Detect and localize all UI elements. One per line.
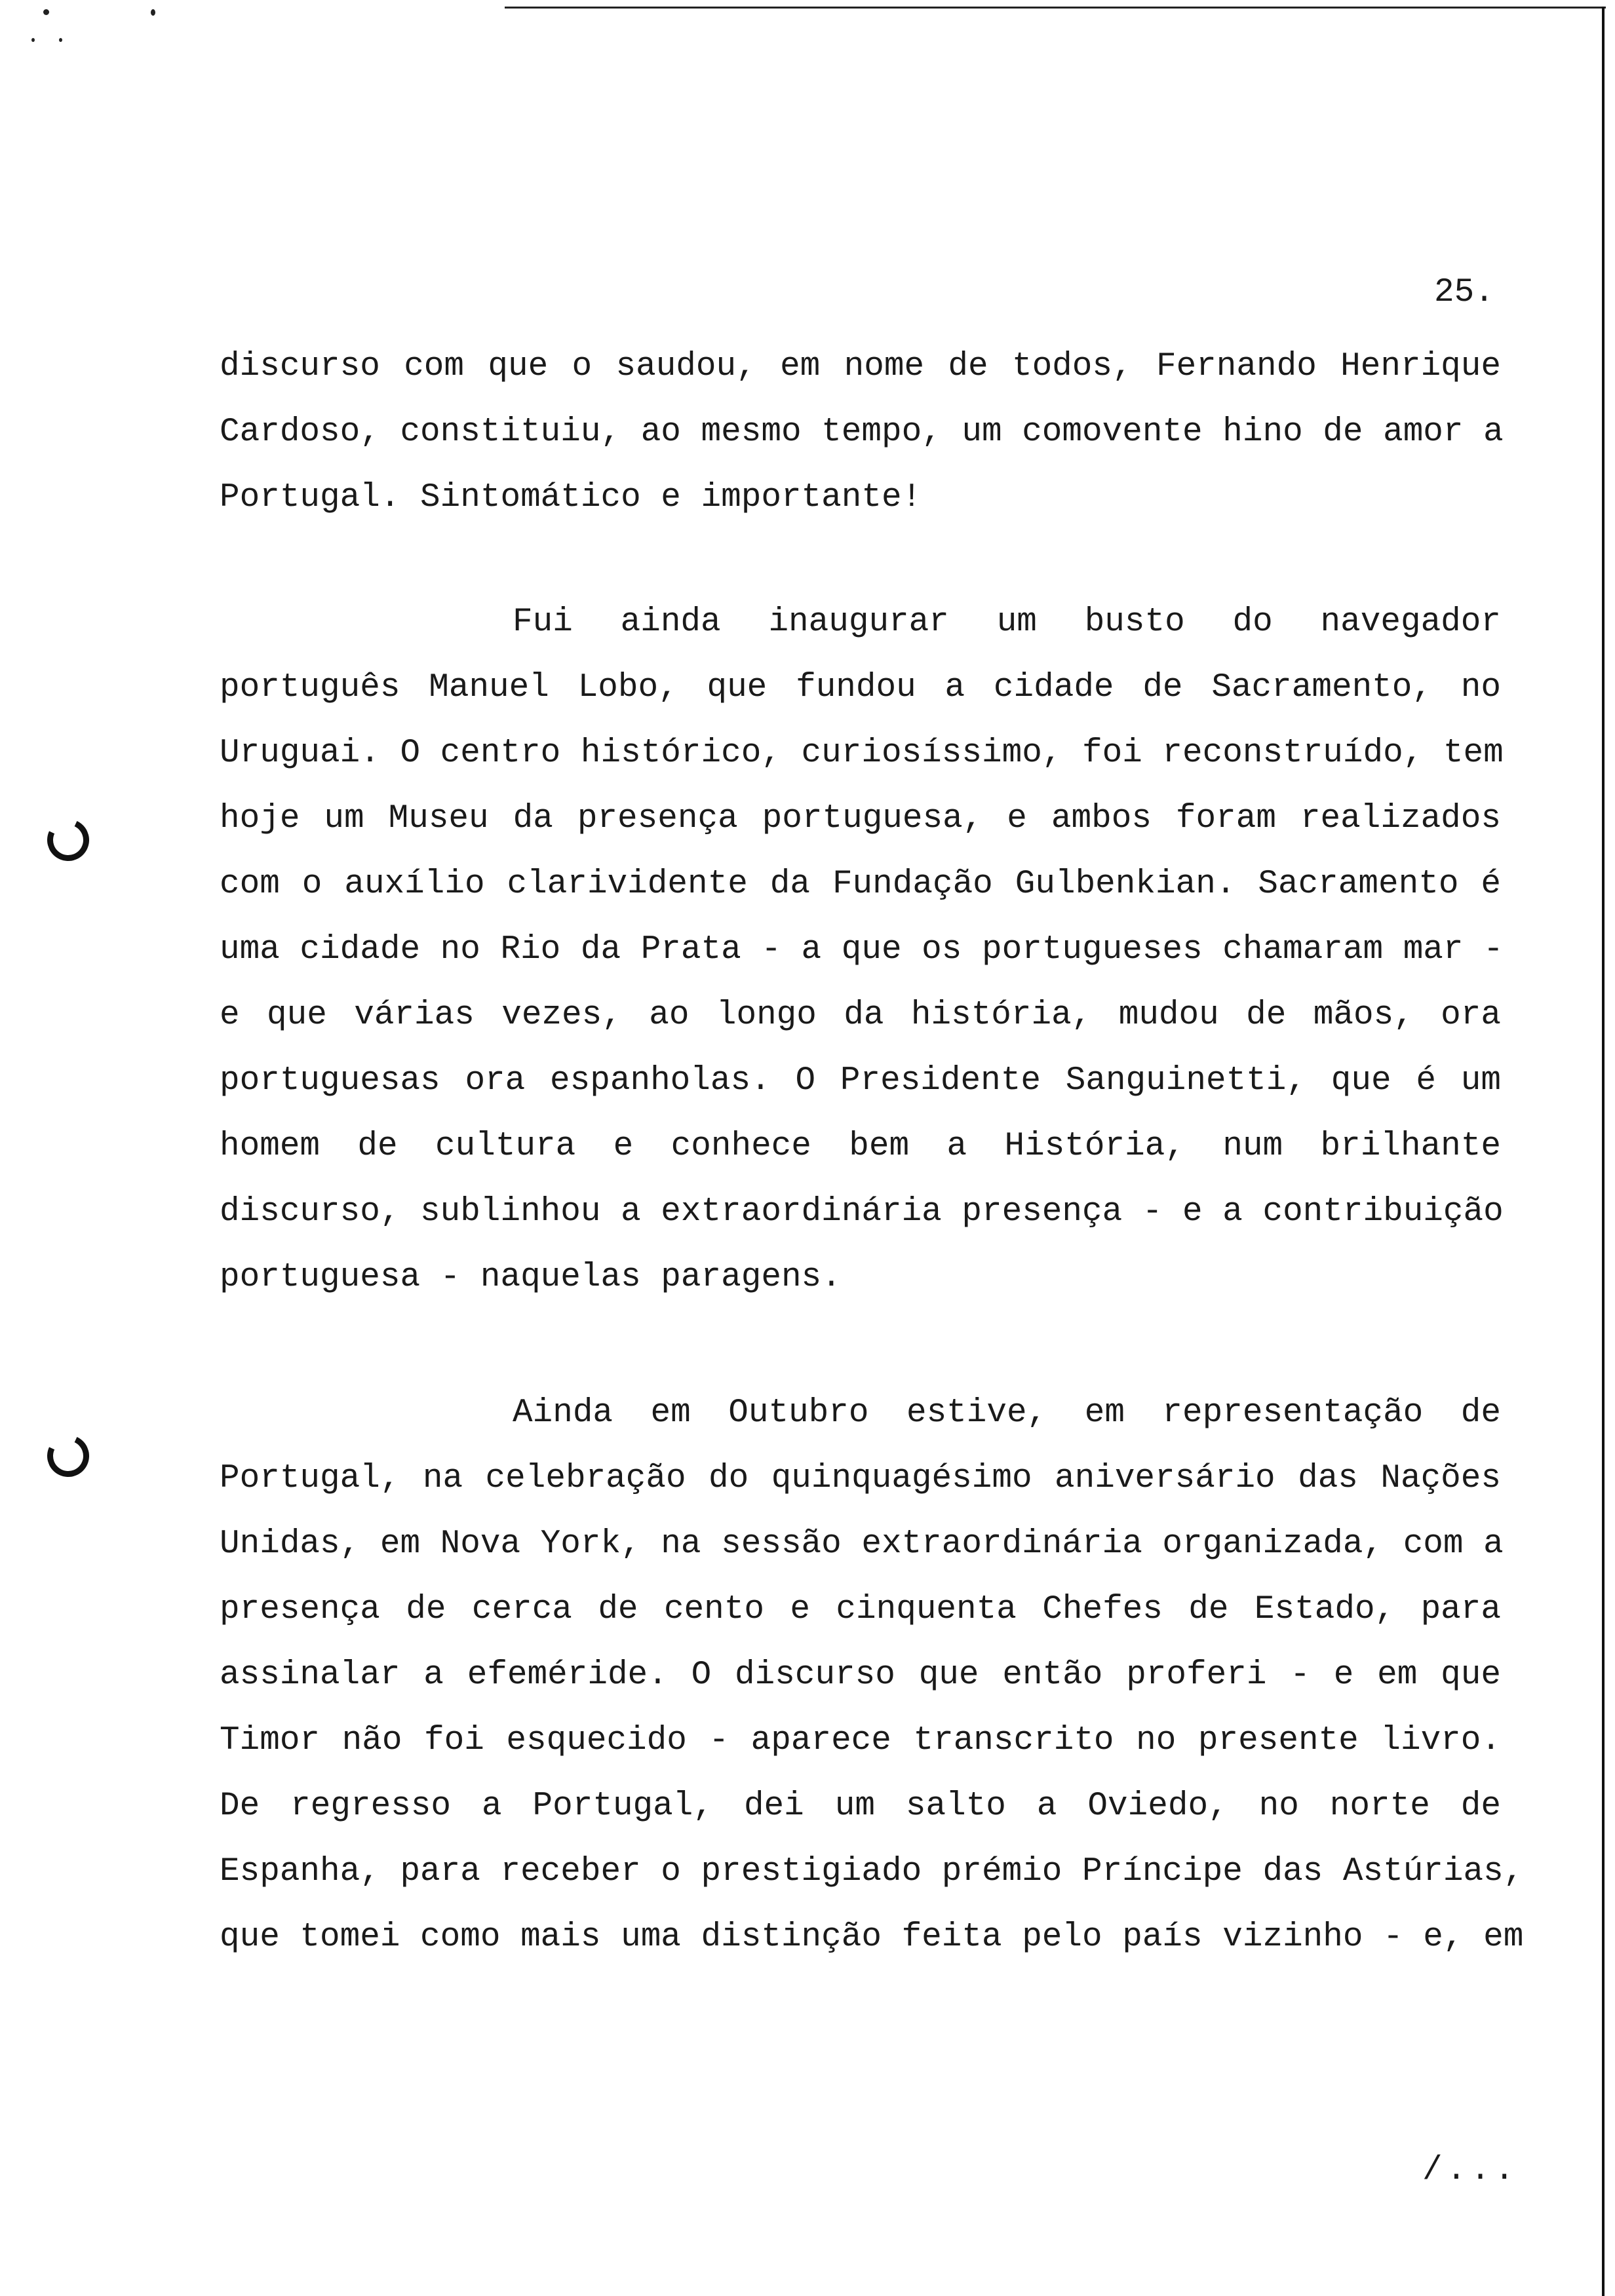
text-line: Cardoso, constituiu, ao mesmo tempo, um comovente hino de amor a [220, 413, 1504, 451]
text-line: discurso, sublinhou a extraordinária presença - e a contribuição [220, 1193, 1504, 1231]
text-line: que tomei como mais uma distinção feita pelo país vizinho - e, em [220, 1919, 1524, 1956]
text-line: portuguesas ora espanholas. O Presidente Sanguinetti, que é um [220, 1062, 1501, 1100]
text-line: Fui ainda inaugurar um busto do navegador [513, 603, 1501, 641]
continuation-mark: /... [1422, 2152, 1519, 2189]
text-line: discurso com que o saudou, em nome de todos, Fernando Henrique [220, 348, 1501, 385]
punch-hole-mark [41, 1429, 95, 1483]
page-number: 25. [1434, 274, 1494, 311]
text-line: De regresso a Portugal, dei um salto a Oviedo, no norte de [220, 1788, 1501, 1825]
text-line: presença de cerca de cento e cinquenta Chefes de Estado, para [220, 1591, 1501, 1628]
text-line: Ainda em Outubro estive, em representação de [513, 1394, 1501, 1432]
text-line: e que várias vezes, ao longo da história, mudou de mãos, ora [220, 997, 1501, 1034]
text-line: portuguesa - naquelas paragens. [220, 1259, 842, 1296]
text-line: homem de cultura e conhece bem a História, num brilhante [220, 1128, 1501, 1165]
text-line: Portugal. Sintomático e importante! [220, 479, 922, 516]
text-line: português Manuel Lobo, que fundou a cidade de Sacramento, no [220, 669, 1501, 706]
text-line: assinalar a efeméride. O discurso que então proferi - e em que [220, 1656, 1501, 1694]
scan-speck [43, 9, 49, 15]
scan-top-edge [505, 7, 1606, 9]
punch-hole-mark [41, 813, 95, 867]
text-line: Timor não foi esquecido - aparece transcrito no presente livro. [220, 1722, 1501, 1759]
text-line: com o auxílio clarividente da Fundação Gulbenkian. Sacramento é [220, 866, 1501, 903]
text-line: uma cidade no Rio da Prata - a que os portugueses chamaram mar - [220, 931, 1504, 968]
scan-speck [151, 9, 155, 16]
text-line: Unidas, em Nova York, na sessão extraordinária organizada, com a [220, 1525, 1504, 1563]
text-line: Uruguai. O centro histórico, curiosíssimo, foi reconstruído, tem [220, 735, 1504, 772]
scan-right-edge [1602, 7, 1605, 2296]
scan-speck [59, 38, 62, 42]
text-line: hoje um Museu da presença portuguesa, e ambos foram realizados [220, 800, 1501, 837]
scan-speck [31, 38, 35, 42]
text-line: Espanha, para receber o prestigiado prémio Príncipe das Astúrias, [220, 1853, 1524, 1890]
text-line: Portugal, na celebração do quinquagésimo aniversário das Nações [220, 1460, 1501, 1497]
